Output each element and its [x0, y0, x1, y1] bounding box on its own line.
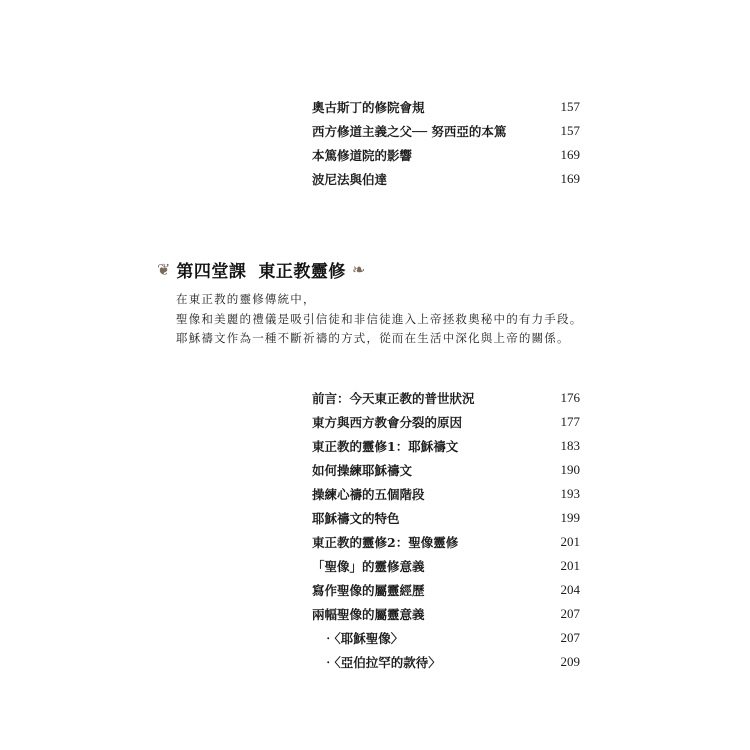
toc-entry-page: 193 [560, 486, 580, 501]
toc-entry [312, 556, 580, 576]
toc-entry [312, 145, 580, 165]
toc-entry-page: 199 [560, 510, 580, 525]
ornament-left-icon: ❦ [157, 259, 171, 279]
toc-entry-title: 前言：今天東正教的普世狀況 [312, 391, 475, 406]
toc-entry-page: 207 [560, 606, 580, 621]
toc-entry-page: 209 [560, 654, 580, 669]
toc-entry-page: 177 [560, 414, 580, 429]
toc-entry-title: 東方與西方教會分裂的原因 [312, 415, 463, 430]
toc-entry [312, 169, 580, 189]
toc-entry-title: 奧古斯丁的修院會規 [312, 100, 425, 115]
toc-entry-page: 204 [560, 582, 580, 597]
toc-entry-page: 190 [560, 462, 580, 477]
toc-entry-page: 201 [560, 558, 580, 573]
toc-subentry [322, 628, 580, 648]
toc-entry [312, 436, 580, 456]
toc-entry-title: 西方修道主義之父── 努西亞的本篤 [312, 124, 507, 139]
toc-entry-title: ‧〈耶穌聖像〉 [322, 631, 404, 646]
toc-entry-page: 157 [560, 123, 580, 138]
toc-entry [312, 97, 580, 117]
chapter-number: 第四堂課 [176, 262, 247, 282]
toc-entry-title: 本篤修道院的影響 [312, 148, 413, 163]
toc-entry-title: 東正教的靈修2：聖像靈修 [312, 535, 459, 550]
toc-entry [312, 604, 580, 624]
toc-entry-title: 兩幅聖像的屬靈意義 [312, 607, 425, 622]
toc-entry-page: 176 [560, 390, 580, 405]
ornament-right-icon: ❧ [351, 259, 366, 279]
toc-entry [312, 484, 580, 504]
toc-entry-page: 183 [560, 438, 580, 453]
toc-entry-title: 東正教的靈修1：耶穌禱文 [312, 439, 459, 454]
toc-entry-title: 操練心禱的五個階段 [312, 487, 425, 502]
chapter-name: 東正教靈修 [258, 262, 346, 282]
toc-entry [312, 388, 580, 408]
toc-entry-title: 寫作聖像的屬靈經歷 [312, 583, 425, 598]
toc-entry [312, 580, 580, 600]
toc-entry-page: 169 [560, 147, 580, 162]
toc-entry-page: 157 [560, 99, 580, 114]
chapter-title [176, 257, 346, 282]
toc-entry [312, 460, 580, 480]
toc-entry-page: 201 [560, 534, 580, 549]
toc-entry-page: 207 [560, 630, 580, 645]
toc-entry-title: 波尼法與伯達 [312, 172, 388, 187]
toc-entry-page: 169 [560, 171, 580, 186]
toc-entry [312, 508, 580, 528]
chapter-intro [176, 290, 582, 349]
toc-entry-title: 「聖像」的靈修意義 [312, 559, 425, 574]
intro-line: 聖像和美麗的禮儀是吸引信徒和非信徒進入上帝拯救奧秘中的有力手段。 [176, 311, 583, 326]
toc-entry [312, 412, 580, 432]
toc-subentry [322, 652, 580, 672]
toc-entry [312, 121, 580, 141]
chapter-heading [157, 257, 365, 282]
toc-entry-title: 耶穌禱文的特色 [312, 511, 400, 526]
toc-entry [312, 532, 580, 552]
intro-line: 耶穌禱文作為一種不斷祈禱的方式，從而在生活中深化與上帝的關係。 [176, 331, 570, 345]
toc-entry-title: 如何操練耶穌禱文 [312, 463, 413, 478]
toc-entry-title: ‧〈亞伯拉罕的款待〉 [322, 655, 441, 670]
intro-line: 在東正教的靈修傳統中， [176, 292, 316, 306]
